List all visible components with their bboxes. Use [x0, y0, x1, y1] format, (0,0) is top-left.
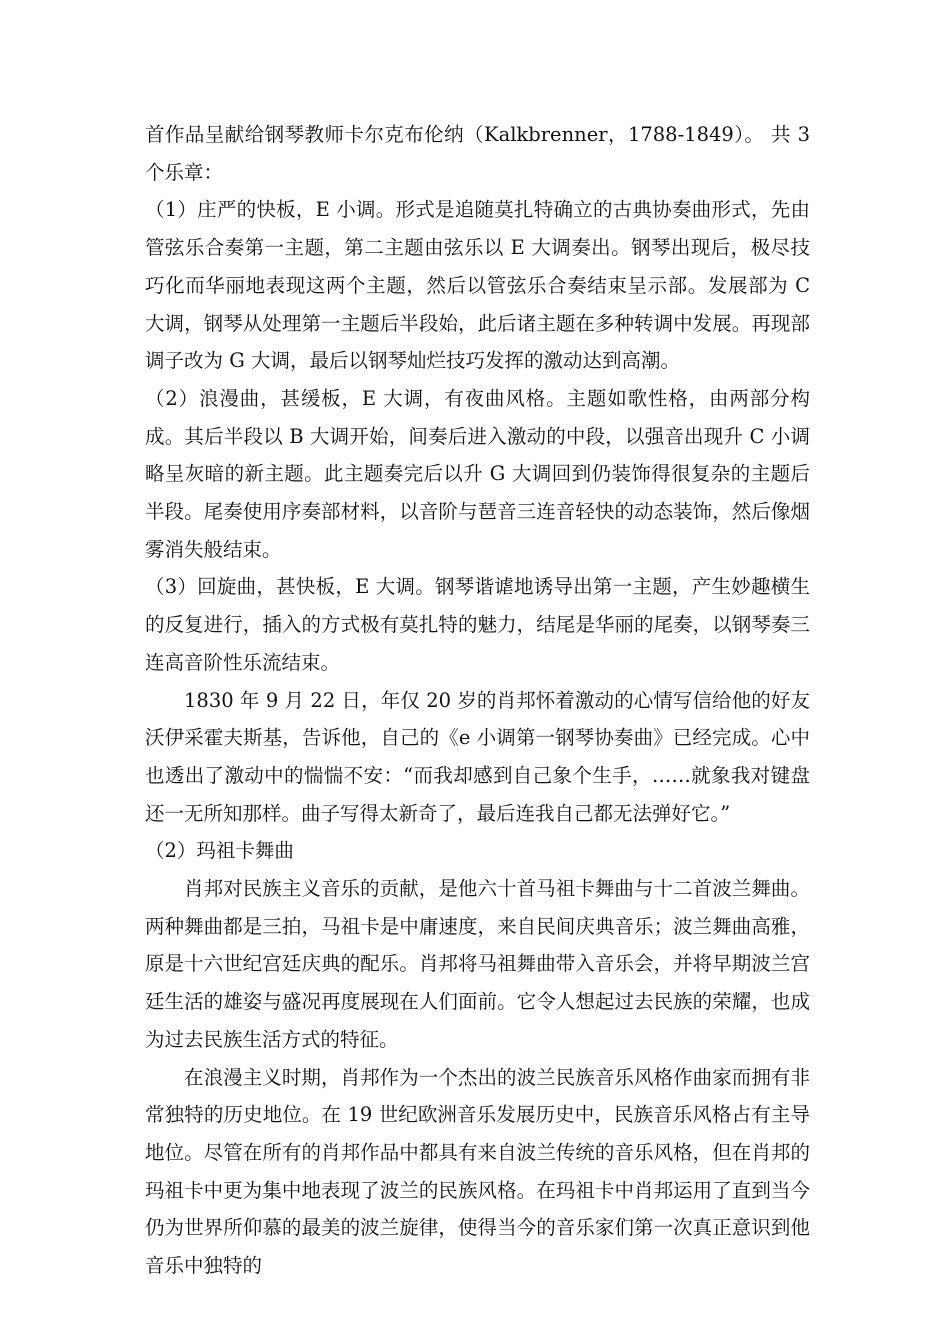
- paragraph-movement-2: （2）浪漫曲，甚缓板，E 大调，有夜曲风格。主题如歌性格，由两部分构成。其后半段以 B 大调开始，间奏后进入激动的中段，以强音出现升 C 小调略呈灰暗的新主题。此主题奏完后以升 G 大调回到仍装饰得很复杂的主题后半段。尾奏使用序奏部材料，以音阶与琶音三连音轻快的动态装饰，然后像烟雾消失般结束。: [145, 386, 810, 561]
- paragraph-romantic-period: 在浪漫主义时期，肖邦作为一个杰出的波兰民族音乐风格作曲家而拥有非常独特的历史地位。在 19 世纪欧洲音乐发展历史中，民族音乐风格占有主导地位。尽管在所有的肖邦作品中都具有来自波兰传统的音乐风格，但在肖邦的玛祖卡中更为集中地表现了波兰的民族风格。在玛祖卡中肖邦运用了直到当今仍为世界所仰慕的最美的波兰旋律，使得当今的音乐家们第一次真正意识到他音乐中独特的: [145, 1065, 810, 1278]
- paragraph-mazurka-contribution: 肖邦对民族主义音乐的贡献，是他六十首马祖卡舞曲与十二首波兰舞曲。两种舞曲都是三拍，马祖卡是中庸速度，来自民间庆典音乐；波兰舞曲高雅，原是十六世纪宫廷庆典的配乐。肖邦将马祖舞曲带入音乐会，并将早期波兰宫廷生活的雄姿与盛况再度展现在人们面前。它令人想起过去民族的荣耀，也成为过去民族生活方式的特征。: [145, 877, 810, 1051]
- paragraph-movement-3: （3）回旋曲，甚快板，E 大调。钢琴谐谑地诱导出第一主题，产生妙趣横生的反复进行，插入的方式极有莫扎特的魅力，结尾是华丽的尾奏，以钢琴奏三连高音阶性乐流结束。: [145, 575, 810, 674]
- paragraph-intro-continuation: 首作品呈献给钢琴教师卡尔克布伦纳（Kalkbrenner，1788-1849）。 共 3 个乐章：: [145, 123, 810, 184]
- document-body: [145, 116, 810, 1285]
- section-heading-mazurka: （2）玛祖卡舞曲: [145, 839, 294, 863]
- paragraph-letter-1830: 1830 年 9 月 22 日，年仅 20 岁的肖邦怀着激动的心情写信给他的好友沃伊采霍夫斯基，告诉他，自己的《e 小调第一钢琴协奏曲》已经完成。心中也透出了激动中的惴惴不安：“而我却感到自己象个生手，……就象我对键盘还一无所知那样。曲子写得太新奇了，最后连我自己都无法弹好它。”: [145, 688, 810, 825]
- paragraph-movement-1: （1）庄严的快板，E 小调。形式是追随莫扎特确立的古典协奏曲形式，先由管弦乐合奏第一主题，第二主题由弦乐以 E 大调奏出。钢琴出现后，极尽技巧化而华丽地表现这两个主题，然后以管弦乐合奏结束呈示部。发展部为 C 大调，钢琴从处理第一主题后半段始，此后诸主题在多种转调中发展。再现部调子改为 G 大调，最后以钢琴灿烂技巧发挥的激动达到高潮。: [145, 198, 810, 373]
